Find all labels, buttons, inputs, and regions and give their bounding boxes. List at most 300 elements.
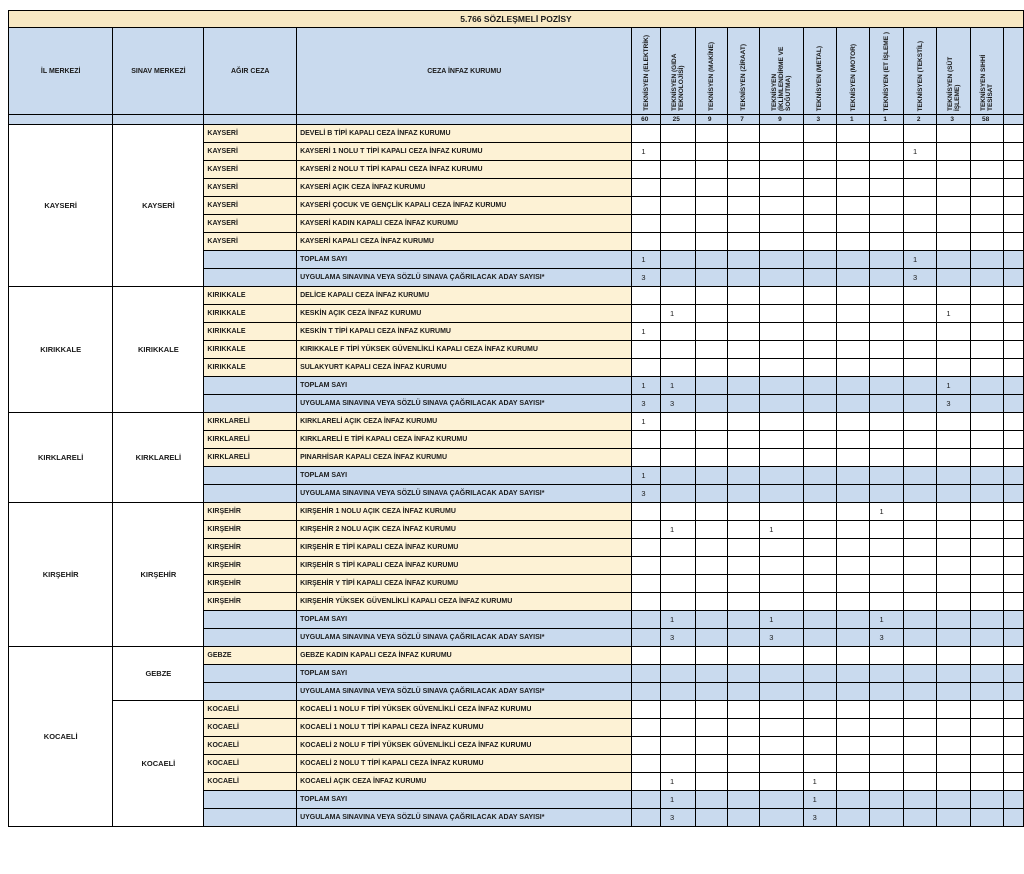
value-cell xyxy=(632,575,661,593)
value-cell xyxy=(760,539,803,557)
agir-ceza-cell: KIRKLARELİ xyxy=(204,431,297,449)
value-cell xyxy=(903,557,936,575)
kurum-name-cell: KOCAELİ 2 NOLU T TİPİ KAPALI CEZA İNFAZ KURUMU xyxy=(297,755,632,773)
overflow-cell xyxy=(1004,701,1024,719)
value-cell xyxy=(937,287,970,305)
value-cell xyxy=(727,449,759,467)
agir-ceza-cell: KAYSERİ xyxy=(204,161,297,179)
kurum-name-cell: KIRŞEHİR 1 NOLU AÇIK CEZA İNFAZ KURUMU xyxy=(297,503,632,521)
value-cell xyxy=(870,809,903,827)
value-cell xyxy=(760,791,803,809)
value-cell xyxy=(937,341,970,359)
overflow-cell xyxy=(1004,647,1024,665)
value-cell xyxy=(632,737,661,755)
value-cell xyxy=(870,197,903,215)
overflow-cell xyxy=(1004,233,1024,251)
value-cell: 1 xyxy=(661,521,695,539)
value-cell xyxy=(632,647,661,665)
agir-ceza-cell: KIRIKKALE xyxy=(204,305,297,323)
positions-table xyxy=(8,10,1024,827)
value-cell xyxy=(760,161,803,179)
kurum-name-cell: GEBZE KADIN KAPALI CEZA İNFAZ KURUMU xyxy=(297,647,632,665)
value-cell xyxy=(632,683,661,701)
value-cell xyxy=(803,359,836,377)
value-cell xyxy=(803,431,836,449)
value-cell xyxy=(903,485,936,503)
value-cell xyxy=(970,341,1003,359)
value-cell xyxy=(937,179,970,197)
value-cell xyxy=(937,647,970,665)
value-cell xyxy=(970,359,1003,377)
overflow-cell xyxy=(1004,179,1024,197)
agir-ceza-cell: KIRIKKALE xyxy=(204,359,297,377)
value-cell xyxy=(803,305,836,323)
value-cell xyxy=(661,287,695,305)
value-cell xyxy=(970,323,1003,341)
value-cell xyxy=(903,719,936,737)
value-cell xyxy=(970,125,1003,143)
value-cell xyxy=(803,719,836,737)
value-cell xyxy=(632,539,661,557)
kurum-name-cell: KIRŞEHİR S TİPİ KAPALI CEZA İNFAZ KURUMU xyxy=(297,557,632,575)
value-cell xyxy=(870,683,903,701)
agir-ceza-cell: KAYSERİ xyxy=(204,215,297,233)
value-cell xyxy=(903,161,936,179)
value-cell xyxy=(837,485,870,503)
value-cell xyxy=(695,449,727,467)
overflow-cell xyxy=(1004,431,1024,449)
value-cell xyxy=(837,143,870,161)
value-cell xyxy=(870,647,903,665)
value-cell xyxy=(632,161,661,179)
value-cell xyxy=(632,359,661,377)
value-cell xyxy=(727,791,759,809)
value-cell: 1 xyxy=(632,413,661,431)
value-cell xyxy=(760,377,803,395)
value-cell xyxy=(837,719,870,737)
value-cell: 3 xyxy=(661,629,695,647)
value-cell xyxy=(870,755,903,773)
value-cell xyxy=(695,701,727,719)
agir-ceza-cell: KIRŞEHİR xyxy=(204,593,297,611)
agir-ceza-cell: KIRIKKALE xyxy=(204,341,297,359)
value-cell xyxy=(970,395,1003,413)
count-row xyxy=(9,115,1024,125)
overflow-cell xyxy=(1004,449,1024,467)
agir-ceza-cell xyxy=(204,467,297,485)
value-cell xyxy=(837,251,870,269)
exam-candidates-label: UYGULAMA SINAVINA VEYA SÖZLÜ SINAVA ÇAĞRILACAK ADAY SAYISI* xyxy=(297,629,632,647)
value-cell xyxy=(937,323,970,341)
agir-ceza-cell xyxy=(204,791,297,809)
value-cell xyxy=(937,143,970,161)
value-cell xyxy=(837,323,870,341)
position-header-label: TEKNİSYEN (ELEKTRİK) xyxy=(642,35,650,111)
overflow-cell xyxy=(1004,359,1024,377)
exam-candidates-label: UYGULAMA SINAVINA VEYA SÖZLÜ SINAVA ÇAĞRILACAK ADAY SAYISI* xyxy=(297,809,632,827)
value-cell xyxy=(661,323,695,341)
value-cell xyxy=(803,755,836,773)
kurum-name-cell: DEVELİ B TİPİ KAPALI CEZA İNFAZ KURUMU xyxy=(297,125,632,143)
value-cell xyxy=(937,431,970,449)
value-cell xyxy=(727,215,759,233)
overflow-cell xyxy=(1004,395,1024,413)
value-cell xyxy=(727,575,759,593)
table-row xyxy=(9,413,1024,431)
sinav-merkezi-cell: KIRIKKALE xyxy=(113,287,204,413)
value-cell xyxy=(903,305,936,323)
value-cell xyxy=(837,359,870,377)
value-cell xyxy=(695,539,727,557)
overflow-column-header xyxy=(1004,28,1024,115)
value-cell xyxy=(837,593,870,611)
value-cell xyxy=(661,755,695,773)
agir-ceza-cell xyxy=(204,809,297,827)
value-cell: 1 xyxy=(661,305,695,323)
value-cell xyxy=(760,395,803,413)
value-cell xyxy=(760,251,803,269)
agir-ceza-cell xyxy=(204,611,297,629)
value-cell xyxy=(903,341,936,359)
value-cell xyxy=(695,521,727,539)
kurum-name-cell: KAYSERİ KAPALI CEZA İNFAZ KURUMU xyxy=(297,233,632,251)
value-cell xyxy=(727,251,759,269)
value-cell xyxy=(970,251,1003,269)
exam-candidates-label: UYGULAMA SINAVINA VEYA SÖZLÜ SINAVA ÇAĞRILACAK ADAY SAYISI* xyxy=(297,395,632,413)
value-cell xyxy=(903,215,936,233)
il-merkezi-cell: KIRIKKALE xyxy=(9,287,113,413)
value-cell: 3 xyxy=(661,395,695,413)
value-cell xyxy=(803,161,836,179)
value-cell xyxy=(661,125,695,143)
table-row xyxy=(9,287,1024,305)
agir-ceza-cell: KIRKLARELİ xyxy=(204,449,297,467)
position-count: 58 xyxy=(970,115,1003,125)
value-cell xyxy=(870,143,903,161)
table-row xyxy=(9,647,1024,665)
header-row xyxy=(9,28,1024,115)
kurum-name-cell: KIRIKKALE F TİPİ YÜKSEK GÜVENLİKLİ KAPALI CEZA İNFAZ KURUMU xyxy=(297,341,632,359)
value-cell xyxy=(727,305,759,323)
agir-ceza-cell xyxy=(204,269,297,287)
value-cell xyxy=(870,719,903,737)
value-cell xyxy=(870,233,903,251)
value-cell xyxy=(727,467,759,485)
agir-ceza-cell: KIRŞEHİR xyxy=(204,539,297,557)
kurum-name-cell: KOCAELİ AÇIK CEZA İNFAZ KURUMU xyxy=(297,773,632,791)
position-header xyxy=(903,28,936,115)
total-label: TOPLAM SAYI xyxy=(297,377,632,395)
value-cell xyxy=(727,413,759,431)
agir-ceza-header: AĞIR CEZA xyxy=(204,28,297,115)
value-cell xyxy=(760,575,803,593)
value-cell xyxy=(695,791,727,809)
sinav-merkezi-cell: KAYSERİ xyxy=(113,125,204,287)
value-cell xyxy=(970,449,1003,467)
value-cell xyxy=(727,287,759,305)
position-count: 9 xyxy=(760,115,803,125)
value-cell xyxy=(695,629,727,647)
value-cell xyxy=(903,647,936,665)
value-cell xyxy=(661,575,695,593)
value-cell xyxy=(727,665,759,683)
kurum-name-cell: KAYSERİ 1 NOLU T TİPİ KAPALI CEZA İNFAZ KURUMU xyxy=(297,143,632,161)
value-cell xyxy=(727,179,759,197)
table-row xyxy=(9,125,1024,143)
kurum-name-cell: KAYSERİ KADIN KAPALI CEZA İNFAZ KURUMU xyxy=(297,215,632,233)
value-cell xyxy=(760,755,803,773)
value-cell xyxy=(903,287,936,305)
value-cell xyxy=(837,233,870,251)
agir-ceza-cell: KOCAELİ xyxy=(204,719,297,737)
value-cell xyxy=(837,539,870,557)
value-cell xyxy=(937,359,970,377)
value-cell xyxy=(837,737,870,755)
value-cell xyxy=(727,593,759,611)
value-cell xyxy=(837,413,870,431)
value-cell xyxy=(803,377,836,395)
value-cell xyxy=(937,413,970,431)
agir-ceza-cell xyxy=(204,377,297,395)
value-cell xyxy=(760,593,803,611)
value-cell xyxy=(695,665,727,683)
value-cell xyxy=(803,503,836,521)
value-cell xyxy=(870,179,903,197)
value-cell xyxy=(760,737,803,755)
overflow-cell xyxy=(1004,251,1024,269)
agir-ceza-cell: KIRŞEHİR xyxy=(204,521,297,539)
value-cell xyxy=(632,701,661,719)
value-cell xyxy=(903,323,936,341)
value-cell xyxy=(937,665,970,683)
value-cell xyxy=(803,125,836,143)
exam-candidates-label: UYGULAMA SINAVINA VEYA SÖZLÜ SINAVA ÇAĞRILACAK ADAY SAYISI* xyxy=(297,485,632,503)
value-cell xyxy=(727,557,759,575)
value-cell xyxy=(727,197,759,215)
value-cell xyxy=(695,611,727,629)
value-cell xyxy=(903,377,936,395)
value-cell xyxy=(870,377,903,395)
kurum-name-cell: KIRŞEHİR 2 NOLU AÇIK CEZA İNFAZ KURUMU xyxy=(297,521,632,539)
value-cell xyxy=(903,737,936,755)
value-cell xyxy=(632,629,661,647)
agir-ceza-cell xyxy=(204,629,297,647)
overflow-cell xyxy=(1004,629,1024,647)
value-cell xyxy=(803,593,836,611)
value-cell xyxy=(937,809,970,827)
value-cell xyxy=(760,287,803,305)
agir-ceza-cell xyxy=(204,485,297,503)
value-cell xyxy=(803,611,836,629)
value-cell xyxy=(903,431,936,449)
position-count: 7 xyxy=(727,115,759,125)
value-cell xyxy=(695,737,727,755)
value-cell xyxy=(970,431,1003,449)
value-cell xyxy=(695,755,727,773)
value-cell: 3 xyxy=(632,269,661,287)
value-cell xyxy=(727,341,759,359)
value-cell xyxy=(937,719,970,737)
value-cell xyxy=(760,143,803,161)
value-cell xyxy=(837,395,870,413)
value-cell xyxy=(970,521,1003,539)
value-cell xyxy=(870,557,903,575)
kurum-name-cell: KOCAELİ 2 NOLU F TİPİ YÜKSEK GÜVENLİKLİ CEZA İNFAZ KURUMU xyxy=(297,737,632,755)
overflow-cell xyxy=(1004,413,1024,431)
value-cell xyxy=(661,233,695,251)
value-cell: 3 xyxy=(632,485,661,503)
overflow-cell xyxy=(1004,593,1024,611)
value-cell xyxy=(970,791,1003,809)
value-cell xyxy=(903,125,936,143)
value-cell xyxy=(803,287,836,305)
value-cell xyxy=(695,233,727,251)
sinav-merkezi-cell: KOCAELİ xyxy=(113,701,204,827)
value-cell xyxy=(870,251,903,269)
value-cell xyxy=(695,431,727,449)
value-cell: 1 xyxy=(937,305,970,323)
overflow-cell xyxy=(1004,791,1024,809)
value-cell xyxy=(937,467,970,485)
overflow-cell xyxy=(1004,521,1024,539)
value-cell xyxy=(803,683,836,701)
value-cell xyxy=(870,161,903,179)
value-cell: 1 xyxy=(632,143,661,161)
value-cell xyxy=(837,197,870,215)
value-cell xyxy=(870,575,903,593)
value-cell: 1 xyxy=(803,791,836,809)
value-cell xyxy=(803,629,836,647)
value-cell xyxy=(632,287,661,305)
value-cell xyxy=(695,215,727,233)
count-row-spacer xyxy=(113,115,204,125)
table-title: 5.766 SÖZLEŞMELİ POZİSY xyxy=(9,11,1024,28)
value-cell xyxy=(803,395,836,413)
value-cell xyxy=(695,395,727,413)
position-count: 9 xyxy=(695,115,727,125)
overflow-cell xyxy=(1004,737,1024,755)
value-cell xyxy=(937,593,970,611)
position-count: 1 xyxy=(837,115,870,125)
value-cell xyxy=(970,665,1003,683)
overflow-cell xyxy=(1004,287,1024,305)
value-cell xyxy=(695,305,727,323)
value-cell xyxy=(661,557,695,575)
value-cell xyxy=(661,413,695,431)
value-cell: 1 xyxy=(760,611,803,629)
agir-ceza-cell: KOCAELİ xyxy=(204,737,297,755)
value-cell xyxy=(695,809,727,827)
value-cell xyxy=(903,539,936,557)
kurum-header: CEZA İNFAZ KURUMU xyxy=(297,28,632,115)
position-count: 2 xyxy=(903,115,936,125)
value-cell xyxy=(970,413,1003,431)
position-header-label: TEKNİSYEN (SÜT İŞLEME) xyxy=(946,56,961,111)
value-cell xyxy=(661,719,695,737)
value-cell xyxy=(970,287,1003,305)
value-cell xyxy=(937,521,970,539)
agir-ceza-cell: KAYSERİ xyxy=(204,143,297,161)
value-cell xyxy=(695,341,727,359)
value-cell xyxy=(837,611,870,629)
kurum-name-cell: KAYSERİ 2 NOLU T TİPİ KAPALI CEZA İNFAZ KURUMU xyxy=(297,161,632,179)
value-cell xyxy=(903,773,936,791)
value-cell xyxy=(870,593,903,611)
value-cell xyxy=(937,449,970,467)
value-cell xyxy=(695,359,727,377)
value-cell xyxy=(661,701,695,719)
value-cell xyxy=(803,413,836,431)
value-cell xyxy=(760,323,803,341)
value-cell xyxy=(970,557,1003,575)
exam-candidates-label: UYGULAMA SINAVINA VEYA SÖZLÜ SINAVA ÇAĞRILACAK ADAY SAYISI* xyxy=(297,683,632,701)
value-cell: 1 xyxy=(903,251,936,269)
kurum-name-cell: KIRŞEHİR Y TİPİ KAPALI CEZA İNFAZ KURUMU xyxy=(297,575,632,593)
agir-ceza-cell: KIRIKKALE xyxy=(204,323,297,341)
value-cell: 1 xyxy=(632,251,661,269)
value-cell xyxy=(870,521,903,539)
value-cell xyxy=(837,503,870,521)
value-cell xyxy=(661,539,695,557)
value-cell xyxy=(803,575,836,593)
overflow-cell xyxy=(1004,305,1024,323)
value-cell xyxy=(661,161,695,179)
value-cell: 1 xyxy=(803,773,836,791)
value-cell xyxy=(661,467,695,485)
agir-ceza-cell xyxy=(204,395,297,413)
value-cell xyxy=(903,503,936,521)
value-cell xyxy=(661,503,695,521)
position-header-label: TEKNİSYEN (TEKSTİL) xyxy=(916,40,924,111)
value-cell xyxy=(760,449,803,467)
value-cell xyxy=(837,755,870,773)
position-header xyxy=(970,28,1003,115)
position-header-label: TEKNİSYEN (MOTOR) xyxy=(849,43,857,111)
value-cell xyxy=(937,161,970,179)
value-cell xyxy=(870,431,903,449)
value-cell xyxy=(760,719,803,737)
value-cell xyxy=(695,557,727,575)
value-cell xyxy=(870,305,903,323)
value-cell xyxy=(970,809,1003,827)
value-cell xyxy=(632,215,661,233)
value-cell xyxy=(661,197,695,215)
value-cell: 1 xyxy=(760,521,803,539)
overflow-cell xyxy=(1004,161,1024,179)
value-cell xyxy=(937,197,970,215)
value-cell xyxy=(970,719,1003,737)
value-cell xyxy=(695,467,727,485)
total-label: TOPLAM SAYI xyxy=(297,467,632,485)
position-header xyxy=(837,28,870,115)
value-cell xyxy=(870,467,903,485)
overflow-cell xyxy=(1004,215,1024,233)
total-label: TOPLAM SAYI xyxy=(297,611,632,629)
overflow-cell xyxy=(1004,665,1024,683)
value-cell xyxy=(837,557,870,575)
agir-ceza-cell: KOCAELİ xyxy=(204,773,297,791)
kurum-name-cell: KOCAELİ 1 NOLU F TİPİ YÜKSEK GÜVENLİKLİ CEZA İNFAZ KURUMU xyxy=(297,701,632,719)
value-cell xyxy=(695,269,727,287)
value-cell xyxy=(632,719,661,737)
value-cell: 1 xyxy=(632,323,661,341)
value-cell xyxy=(661,251,695,269)
value-cell xyxy=(695,683,727,701)
value-cell xyxy=(870,215,903,233)
value-cell xyxy=(727,719,759,737)
value-cell xyxy=(970,683,1003,701)
value-cell xyxy=(632,341,661,359)
